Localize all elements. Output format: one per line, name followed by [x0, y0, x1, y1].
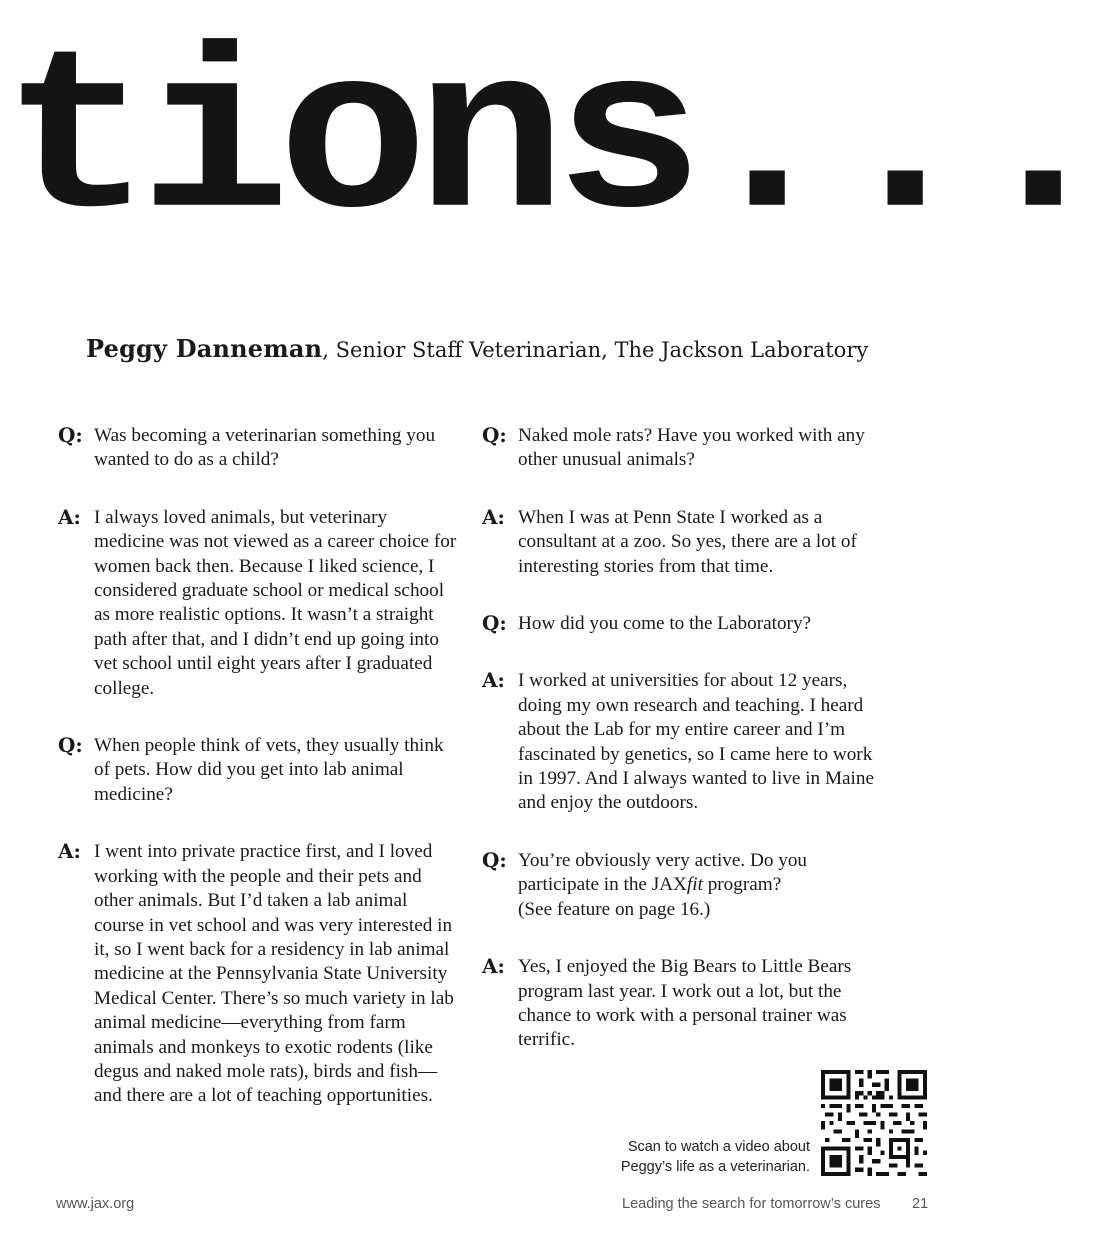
question	[482, 424, 882, 473]
answer	[58, 506, 458, 701]
question-marker: Q:	[482, 847, 507, 872]
interviewee-title: , Senior Staff Veterinarian, The Jackson Laboratory	[322, 338, 869, 362]
answer	[58, 840, 458, 1108]
question-marker: Q:	[482, 611, 507, 636]
answer-marker: A:	[58, 839, 81, 864]
question	[58, 734, 458, 807]
question-marker: Q:	[58, 733, 83, 758]
answer-text: I went into private practice first, and I loved working with the people and their pets and other animals. But I’d taken a lab animal course in vet school and was very interested in it, so I went back for a residency in lab animal medicine at the Pennsylvania State University Medical Center. There’s so much variety in lab animal medicine—everything from farm animals and monkeys to exotic rodents (like degus and naked mole rats), birds and fish—and there are a lot of teaching opportunities.	[94, 841, 454, 1107]
answer-marker: A:	[482, 954, 505, 979]
question	[58, 424, 458, 473]
question-text: Was becoming a veterinarian something you wanted to do as a child?	[94, 425, 436, 471]
answer	[482, 955, 882, 1053]
qr-caption-line-1: Scan to watch a video about	[627, 1139, 810, 1155]
left-column	[58, 424, 458, 1142]
answer	[482, 506, 882, 579]
qr-caption	[560, 1137, 810, 1177]
byline	[86, 334, 868, 363]
question-text: You’re obviously very active. Do you participate in the JAXfit program? (See feature on page 16.)	[518, 849, 808, 920]
qr-code[interactable]	[821, 1070, 927, 1176]
jaxfit-italic: fit	[686, 874, 703, 896]
question-marker: Q:	[58, 423, 83, 447]
page-number: 21	[912, 1196, 929, 1212]
question-marker: Q:	[482, 423, 507, 447]
answer-text: When I was at Penn State I worked as a consultant at a zoo. So yes, there are a lot of interesting stories from that time.	[518, 506, 857, 577]
answer-text: I always loved animals, but veterinary medicine was not viewed as a career choice for women back then. Because I liked science, I considered graduate school or medical school as more realistic options. It wasn’t a straight path after that, and I didn’t end up going into vet school until eight years after I graduated college.	[94, 506, 457, 699]
qr-caption-line-2: Peggy’s life as a veterinarian.	[620, 1159, 810, 1175]
question	[482, 612, 882, 636]
right-column	[482, 424, 882, 1086]
question-text: How did you come to the Laboratory?	[518, 613, 812, 635]
page-reference: (See feature on page 16.)	[518, 898, 711, 920]
answer	[482, 669, 882, 815]
headline: tions...	[2, 14, 1106, 275]
footer-tagline: Leading the search for tomorrow’s cures	[622, 1196, 881, 1212]
answer-text: I worked at universities for about 12 years, doing my own research and teaching. I heard about the Lab for my entire career and I’m fascinated by genetics, so I came here to work in 1997. And I always wanted to live in Maine and enjoy the outdoors.	[518, 670, 874, 814]
answer-marker: A:	[58, 504, 81, 529]
question-text: Naked mole rats? Have you worked with any other unusual animals?	[518, 425, 865, 471]
answer-text: Yes, I enjoyed the Big Bears to Little Bears program last year. I work out a lot, but the chance to work with a personal trainer was terrific.	[518, 956, 852, 1051]
answer-marker: A:	[482, 504, 505, 529]
interviewee-name: Peggy Danneman	[86, 334, 323, 363]
question	[482, 849, 882, 922]
answer-marker: A:	[482, 668, 505, 693]
question-text: When people think of vets, they usually think of pets. How did you get into lab animal medicine?	[94, 735, 444, 805]
footer-url[interactable]: www.jax.org	[56, 1196, 135, 1212]
